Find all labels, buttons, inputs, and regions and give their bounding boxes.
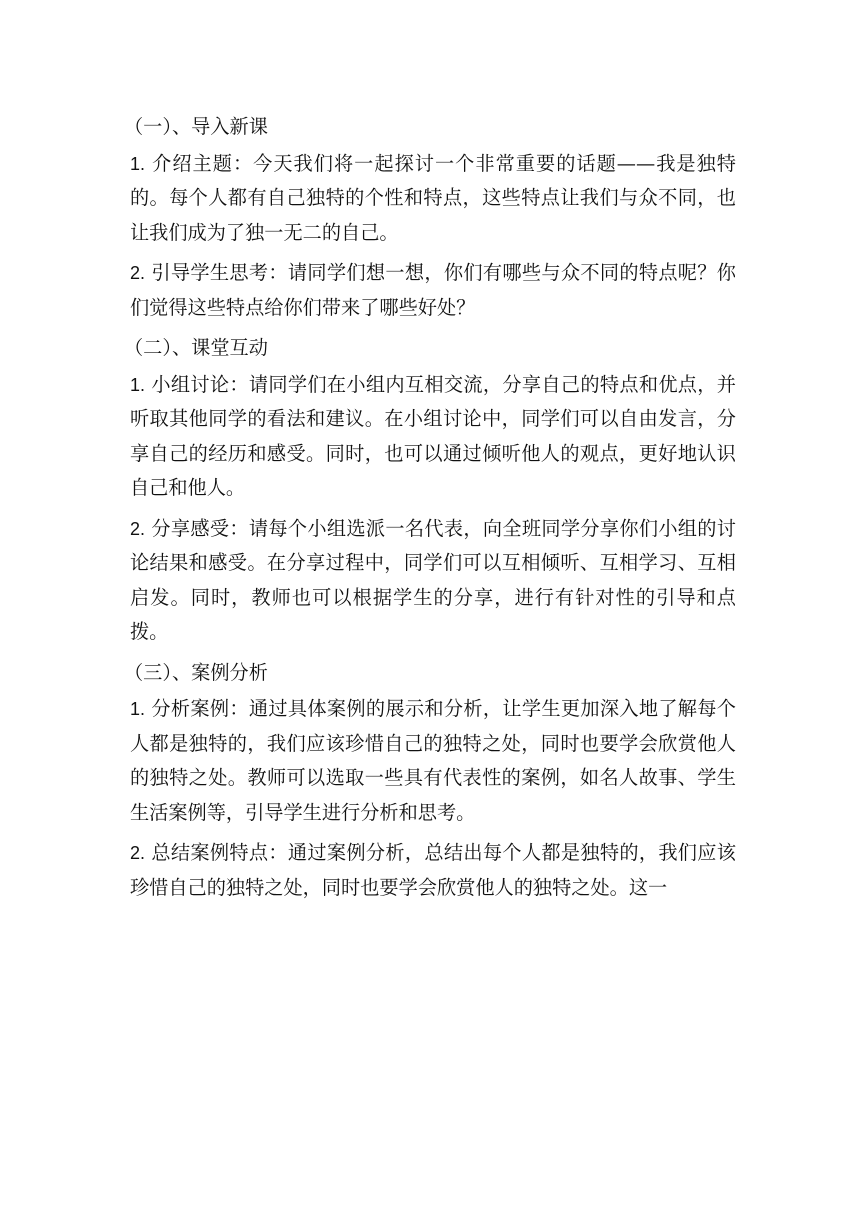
paragraph-text: 总结案例特点：通过案例分析，总结出每个人都是独特的，我们应该珍惜自己的独特之处，同时也要学会欣赏他人的独特之处。这一	[130, 841, 736, 899]
item-number: 2.	[130, 843, 146, 863]
paragraph	[130, 836, 736, 905]
section-heading: （三）、案例分析	[124, 660, 268, 684]
paragraph	[130, 368, 736, 506]
paragraph	[130, 256, 736, 325]
paragraph-text: 小组讨论：请同学们在小组内互相交流，分享自己的特点和优点，并听取其他同学的看法和建议。在小组讨论中，同学们可以自由发言，分享自己的经历和感受。同时，也可以通过倾听他人的观点，更好地认识自己和他人。	[130, 372, 736, 499]
item-number: 2.	[130, 263, 146, 283]
paragraph-text: 介绍主题：今天我们将一起探讨一个非常重要的话题——我是独特的。每个人都有自己独特的个性和特点，这些特点让我们与众不同，也让我们成为了独一无二的自己。	[130, 151, 736, 244]
item-number: 1.	[130, 699, 146, 719]
paragraph-text: 分析案例：通过具体案例的展示和分析，让学生更加深入地了解每个人都是独特的，我们应该珍惜自己的独特之处，同时也要学会欣赏他人的独特之处。教师可以选取一些具有代表性的案例，如名人故事、学生生活案例等，引导学生进行分析和思考。	[130, 697, 736, 824]
paragraph	[130, 147, 736, 251]
paragraph	[130, 512, 736, 650]
item-number: 1.	[130, 374, 146, 395]
document-body	[124, 110, 736, 905]
section-heading: （二）、课堂互动	[124, 336, 268, 359]
paragraph	[130, 692, 736, 830]
item-number: 1.	[130, 153, 146, 174]
paragraph-text: 分享感受：请每个小组选派一名代表，向全班同学分享你们小组的讨论结果和感受。在分享过程中，同学们可以互相倾听、互相学习、互相启发。同时，教师也可以根据学生的分享，进行有针对性的引导和点拨。	[130, 516, 736, 643]
section-heading: （一）、导入新课	[124, 115, 268, 138]
paragraph-text: 引导学生思考：请同学们想一想，你们有哪些与众不同的特点呢？你们觉得这些特点给你们带来了哪些好处？	[130, 261, 736, 319]
item-number: 2.	[130, 518, 146, 539]
